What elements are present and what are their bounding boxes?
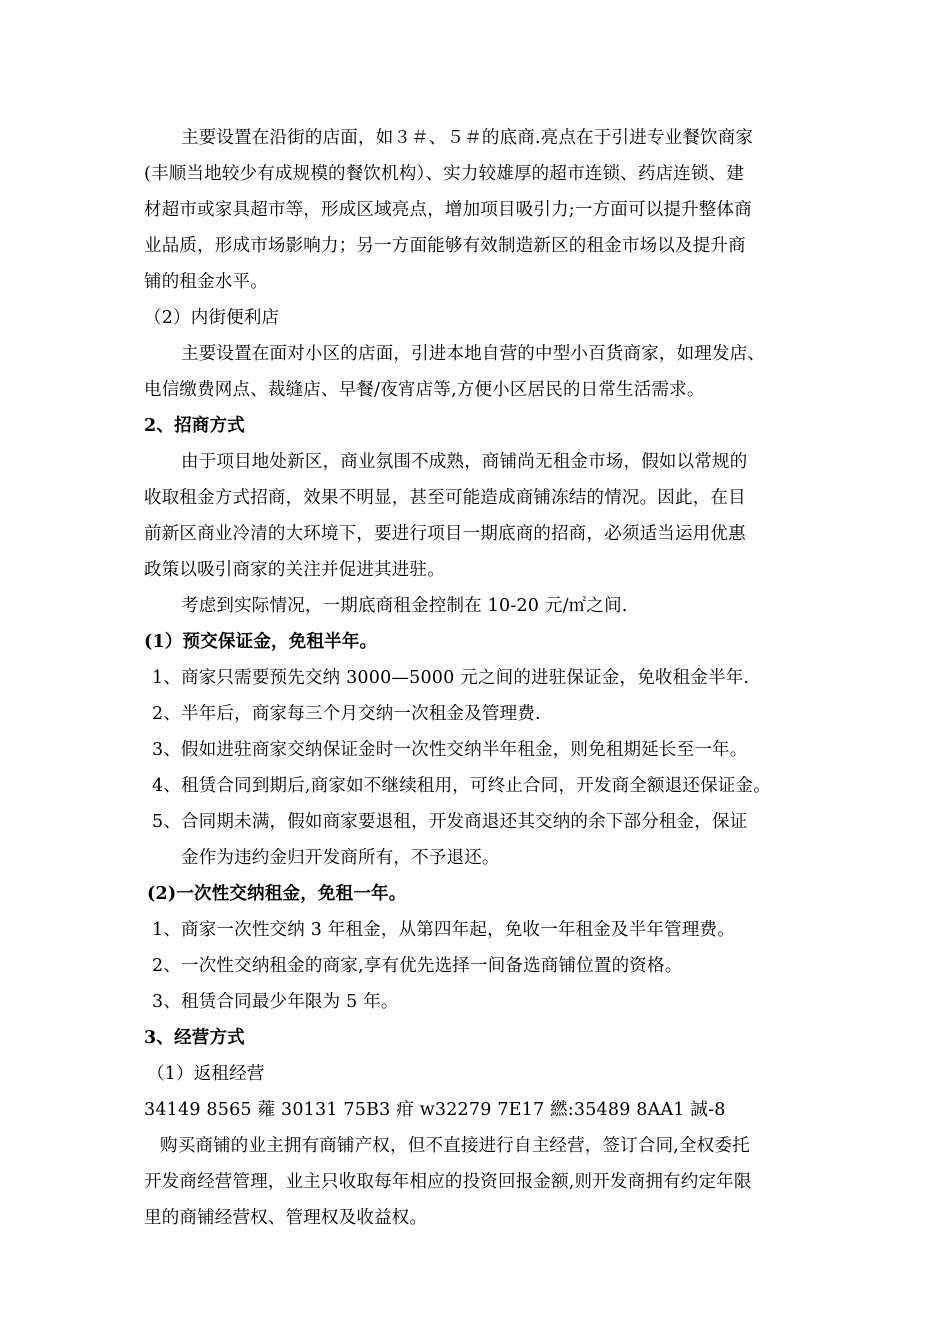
list-item: 2、一次性交纳租金的商家,享有优先选择一间备选商铺位置的资格。 xyxy=(152,956,683,976)
list-item: 5、合同期未满，假如商家要退租，开发商退还其交纳的余下部分租金，保证 xyxy=(152,812,748,832)
paragraph-line: 购买商铺的业主拥有商铺产权，但不直接进行自主经营，签订合同,全权委托 xyxy=(160,1136,750,1156)
garbled-text-line: 34149 8565 蕹 30131 75B3 疳 w32279 7E17 繎:35489 8AA1 誠-8 xyxy=(144,1100,726,1120)
paragraph-line: 政策以吸引商家的关注并促进其进驻。 xyxy=(144,560,445,580)
list-item: 1、商家只需要预先交纳 3000—5000 元之间的进驻保证金，免收租金半年. xyxy=(152,668,750,688)
paragraph-line: 主要设置在面对小区的店面，引进本地自营的中型小百货商家，如理发店、 xyxy=(181,344,766,364)
paragraph-line: 收取租金方式招商，效果不明显，甚至可能造成商铺冻结的情况。因此，在目 xyxy=(144,488,746,508)
paragraph-line: 开发商经营管理，业主只收取每年相应的投资回报金额,则开发商拥有约定年限 xyxy=(144,1172,752,1192)
paragraph-line: 里的商铺经营权、管理权及收益权。 xyxy=(144,1208,428,1228)
section-heading: 3、经营方式 xyxy=(144,1028,245,1048)
paragraph-line: 考虑到实际情况，一期底商租金控制在 10-20 元/㎡之间. xyxy=(181,596,628,616)
paragraph-line: 业品质，形成市场影响力；另一方面能够有效制造新区的租金市场以及提升商 xyxy=(144,236,746,256)
list-item: 4、租赁合同到期后,商家如不继续租用，可终止合同，开发商全额退还保证金。 xyxy=(152,776,771,796)
paragraph-line: 材超市或家具超市等，形成区域亮点，增加项目吸引力;一方面可以提升整体商 xyxy=(144,200,752,220)
paragraph-line: 前新区商业冷清的大环境下，要进行项目一期底商的招商，必须适当运用优惠 xyxy=(144,524,746,544)
list-item-continuation: 金作为违约金归开发商所有，不予退还。 xyxy=(181,848,500,868)
option-heading: (1）预交保证金，免租半年。 xyxy=(144,632,378,652)
option-heading: (2)一次性交纳租金，免租一年。 xyxy=(147,884,407,904)
list-item: 3、租赁合同最少年限为 5 年。 xyxy=(152,992,399,1012)
paragraph-line: (丰顺当地较少有成规模的餐饮机构）、实力较雄厚的超市连锁、药店连锁、建 xyxy=(144,164,745,184)
list-item: 2、半年后，商家每三个月交纳一次租金及管理费. xyxy=(152,704,541,724)
paragraph-line: 主要设置在沿街的店面，如３＃、５＃的底商.亮点在于引进专业餐饮商家 xyxy=(181,128,754,148)
list-item: 3、假如进驻商家交纳保证金时一次性交纳半年租金，则免租期延长至一年。 xyxy=(152,740,748,760)
paragraph-line: 电信缴费网点、裁缝店、早餐/夜宵店等,方便小区居民的日常生活需求。 xyxy=(144,380,705,400)
subsection-heading: （2）内街便利店 xyxy=(144,308,280,328)
paragraph-line: 由于项目地处新区，商业氛围不成熟，商铺尚无租金市场，假如以常规的 xyxy=(181,452,748,472)
paragraph-line: 铺的租金水平。 xyxy=(144,272,268,292)
section-heading: 2、招商方式 xyxy=(144,416,245,436)
list-item: 1、商家一次性交纳 3 年租金，从第四年起，免收一年租金及半年管理费。 xyxy=(152,920,735,940)
subsection-heading: （1）返租经营 xyxy=(147,1064,265,1084)
